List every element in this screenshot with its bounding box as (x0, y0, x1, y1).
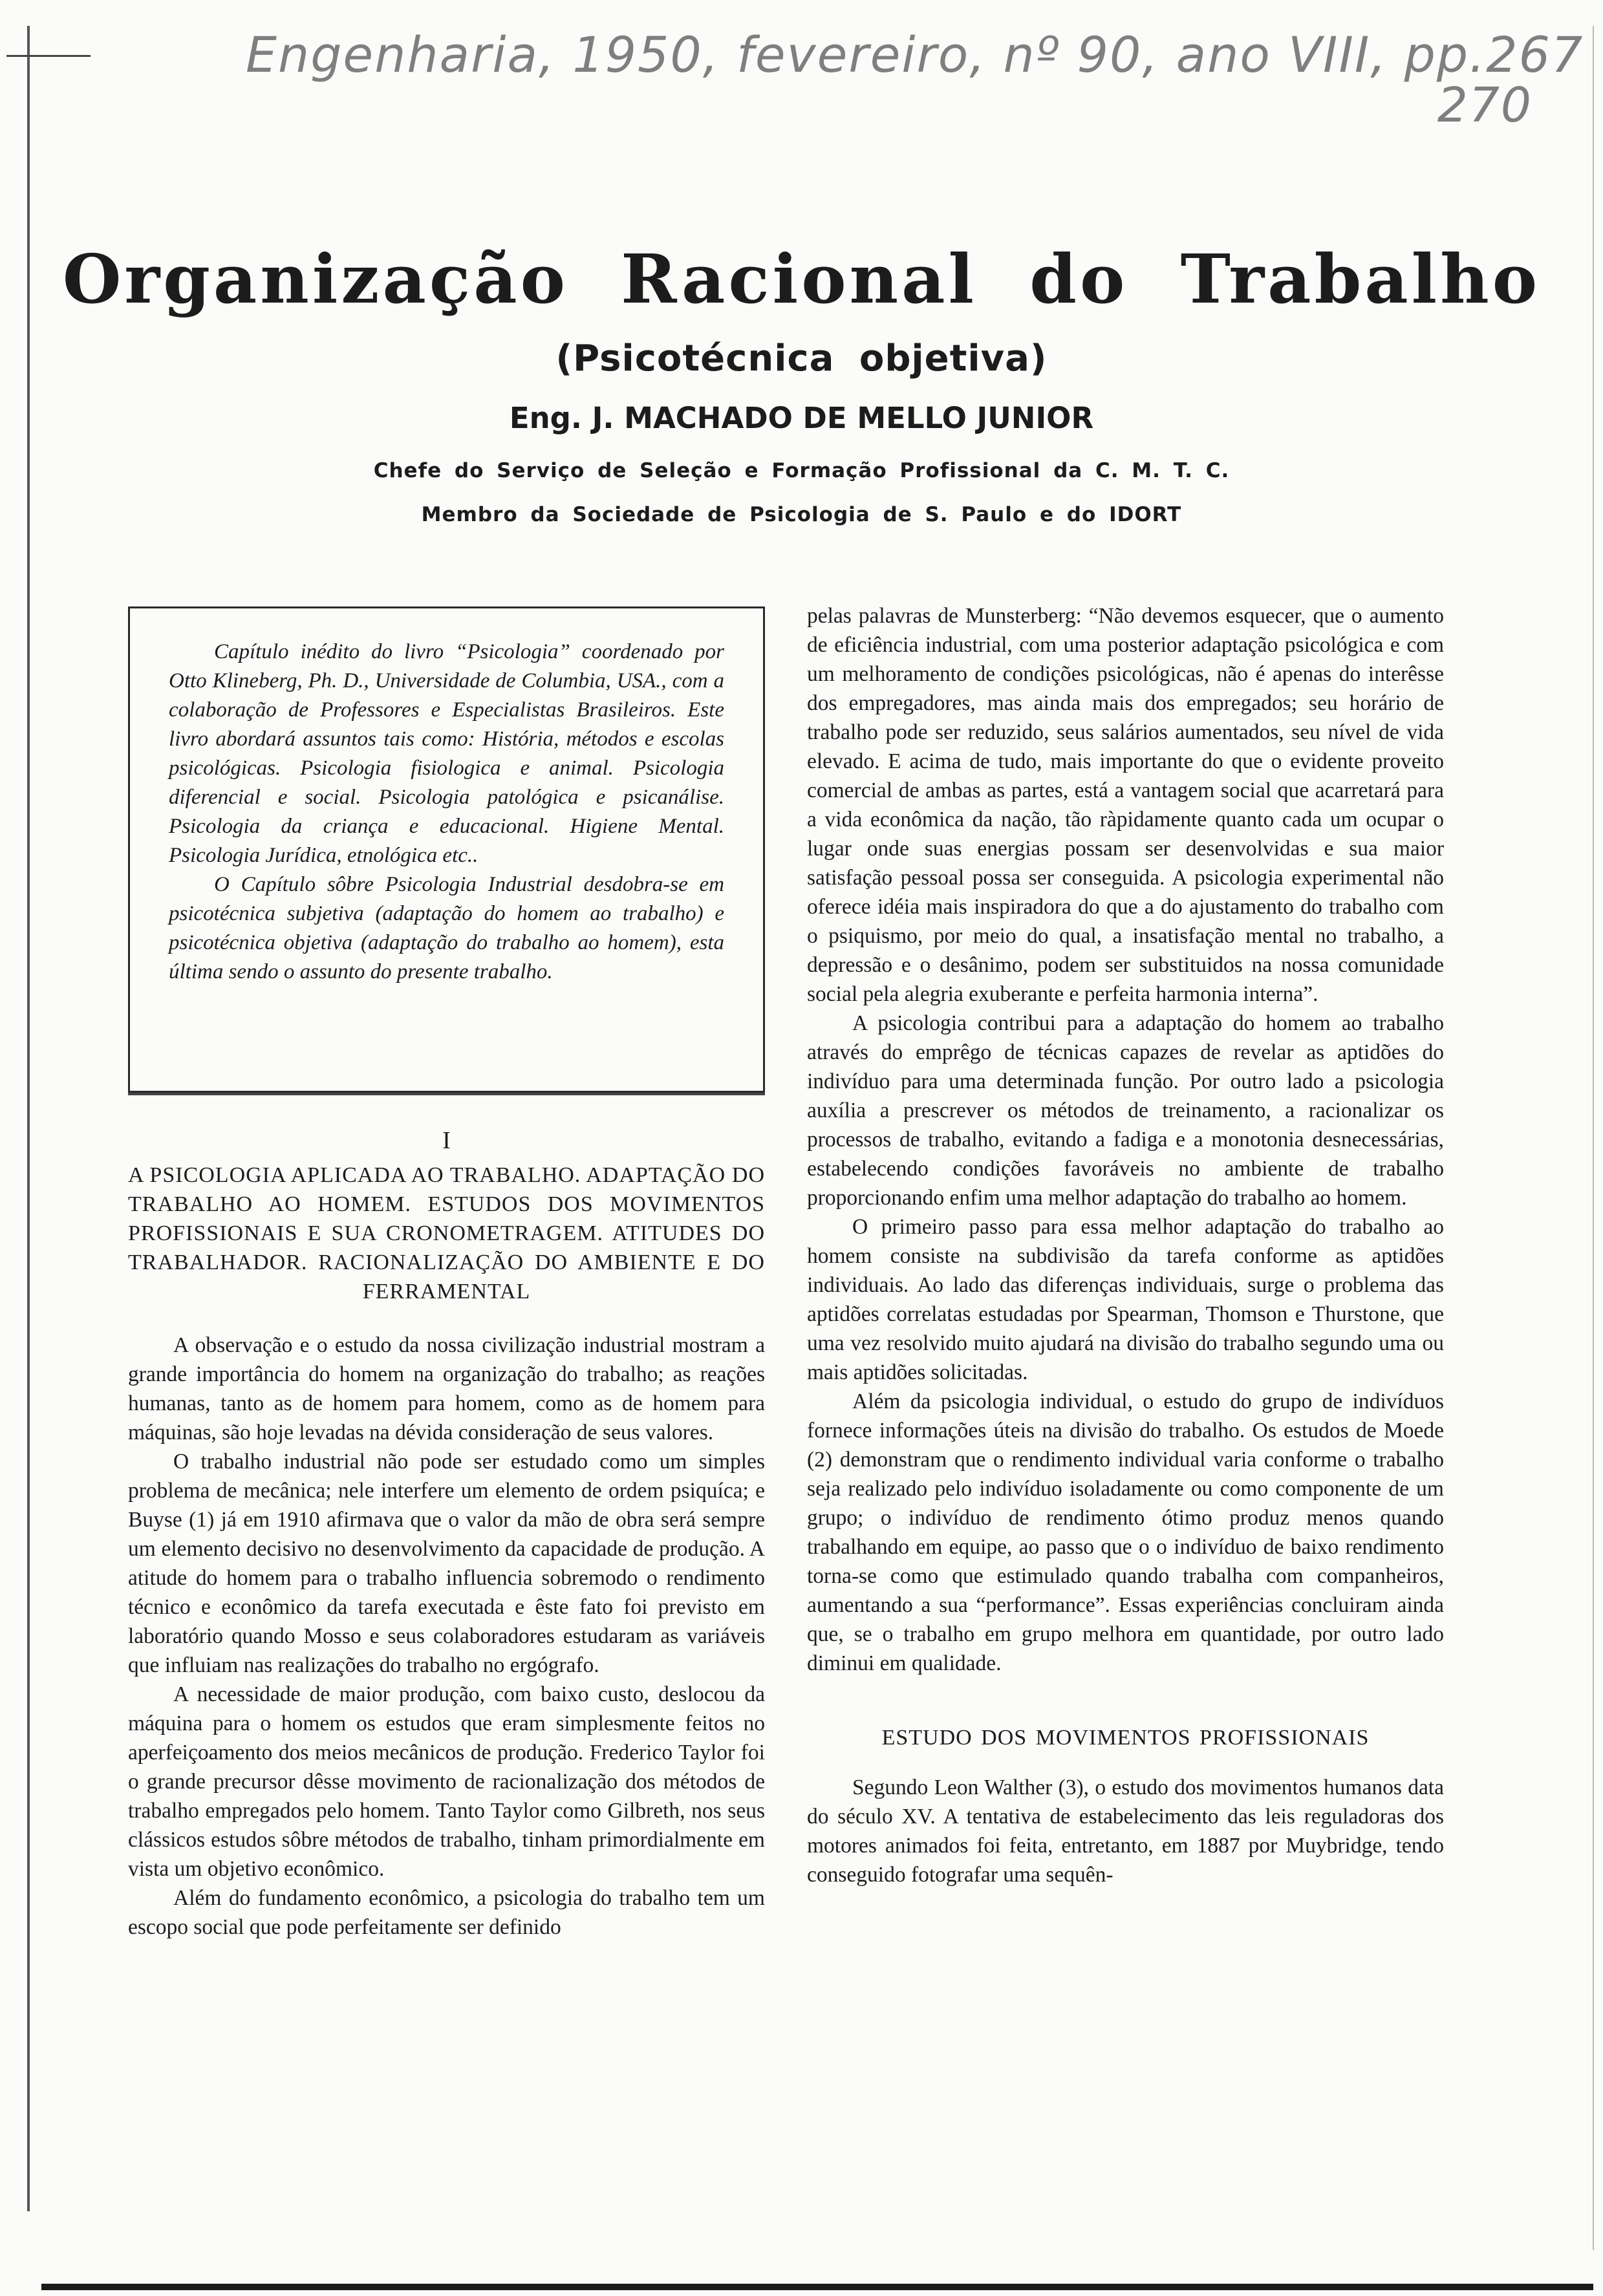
subsection-heading: ESTUDO DOS MOVIMENTOS PROFISSIONAIS (881, 1726, 1370, 1750)
body-paragraph: Segundo Leon Walther (3), o estudo dos movimentos humanos data do século XV. A tentativa de estabelecimento das leis reguladoras dos motores animados foi feita, entretanto, em 1887 por Muybridge, tendo conseguido fotografar uma sequên- (807, 1776, 1444, 1887)
article-subtitle: (Psicotécnica objetiva) (555, 338, 1048, 380)
article-author: Eng. J. MACHADO DE MELLO JUNIOR (509, 401, 1094, 435)
author-affiliation-1: Chefe do Serviço de Seleção e Formação Profissional da C. M. T. C. (373, 459, 1230, 482)
body-paragraph: A psicologia contribui para a adaptação do homem ao trabalho através do emprêgo de técnicas capazes de revelar as aptidões do indivíduo para uma determinada função. Por outro lado a psicologia auxília a prescrever os métodos de treinamento, a racionalizar os processos de trabalho, evitando a fadiga e a monotonia desnecessárias, estabelecendo condições favoráveis no ambiente de trabalho proporcionando enfim uma melhor adaptação do trabalho ao homem. (807, 1011, 1444, 1210)
body-paragraph: O primeiro passo para essa melhor adaptação do trabalho ao homem consiste na subdivisão da tarefa conforme as aptidões individuais. Ao lado das diferenças individuais, surge o problema das aptidões correlatas estudadas por Spearman, Thomson e Thurstone, que uma vez resolvido muito ajudará na divisão do trabalho segundo uma ou mais aptidões solicitadas. (807, 1215, 1444, 1384)
article-title: Organização Racional do Trabalho (62, 239, 1541, 319)
handwritten-line-1: Engenharia, 1950, fevereiro, nº 90, ano VIII, pp.267 (246, 26, 1584, 83)
handwritten-citation (246, 13, 1584, 136)
abstract-paragraph-1: Capítulo inédito do livro “Psicologia” coordenado por Otto Klineberg, Ph. D., Universidade de Columbia, USA., com a colaboração de Professores e Especialistas Brasileiros. Este livro abordará assuntos tais como: História, métodos e escolas psicológicas. Psicologia fisiologica e animal. Psicologia diferencial e social. Psicologia patológica e psicanálise. Psicologia da criança e educacional. Higiene Mental. Psicologia Jurídica, etnológica etc.. (169, 640, 724, 867)
body-paragraph: Além da psicologia individual, o estudo do grupo de indivíduos fornece informações úteis na divisão do trabalho. Os estudos de Moede (2) demonstram que o rendimento individual varia conforme o trabalho seja realizado pelo indivíduo isoladamente ou como componente de um grupo; o indivíduo de rendimento ótimo produz menos quando trabalhando em equipe, ao passo que o o indivíduo de baixo rendimento torna-se como que estimulado quando trabalha com companheiros, aumentando a sua “performance”. Essas experiências concluiram ainda que, se o trabalho em grupo melhora em quantidade, por outro lado diminui em qualidade. (807, 1389, 1444, 1675)
body-paragraph: A observação e o estudo da nossa civilização industrial mostram a grande importância do homem na organização do trabalho; as reações humanas, tanto as de homem para homem, como as de homem para máquinas, são hoje levadas na dévida consideração de seus valores. (128, 1333, 765, 1444)
section-heading: A PSICOLOGIA APLICADA AO TRABALHO. ADAPTAÇÃO DO TRABALHO AO HOMEM. ESTUDOS DOS MOVIMENTOS PROFISSIONAIS E SUA CRONOMETRAGEM. ATITUDES DO TRABALHADOR. RACIONALIZAÇÃO DO AMBIENTE E DO FERRAMENTAL (128, 1163, 765, 1304)
left-column-body (128, 1331, 765, 1942)
abstract-paragraph-2: O Capítulo sôbre Psicologia Industrial desdobra-se em psicotécnica subjetiva (adaptação do homem ao trabalho) e psicotécnica objetiva (adaptação do trabalho ao homem), esta última sendo o assunto do presente trabalho. (169, 873, 724, 983)
body-paragraph: O trabalho industrial não pode ser estudado como um simples problema de mecânica; nele interfere um elemento de ordem psiquíca; e Buyse (1) já em 1910 afirmava que o valor da mão de obra será sempre um elemento decisivo no desenvolvimento da capacidade de produção. A atitude do homem para o trabalho influencia sobremodo o rendimento técnico e econômico da tarefa executada e êste fato foi previsto em laboratório quando Mosso e seus colaboradores estudaram as variáveis que influiam nas realizações do trabalho no ergógrafo. (128, 1450, 765, 1677)
left-margin-tick (6, 55, 91, 57)
abstract-box (128, 606, 765, 1093)
body-paragraph: A necessidade de maior produção, com baixo custo, deslocou da máquina para o homem os estudos que eram simplesmente feitos no aperfeiçoamento dos meios mecânicos de produção. Frederico Taylor foi o grande precursor dêsse movimento de racionalização dos métodos de trabalho empregados pelo homem. Tanto Taylor como Gilbreth, nos seus clássicos estudos sôbre métodos de trabalho, tinham primordialmente em vista um objetivo econômico. (128, 1682, 765, 1881)
right-column-body (807, 601, 1444, 1889)
section-number: I (442, 1127, 451, 1154)
handwritten-line-2: 270 (1437, 78, 1533, 133)
body-paragraph: pelas palavras de Munsterberg: “Não devemos esquecer, que o aumento de eficiência industrial, com uma posterior adaptação psicológica e com um melhoramento de condições psicológicas, não é apenas do interêsse dos empregadores, mas ainda mais dos empregados; seu horário de trabalho pode ser reduzido, seus salários aumentados, seu nível de vida elevado. E acima de tudo, mais importante do que o evidente proveito comercial de ambas as partes, está a vantagem social que acarretará para a vida econômica da nação, tão ràpidamente quanto cada um ocupar o lugar onde suas energias possam ser desenvolvidas e sua maior satisfação pessoal possa ser conseguida. A psicologia experimental não oferece idéia mais inspiradora do que a do ajustamento do trabalho com o psiquismo, por meio do qual, a insatisfação mental no trabalho, a depressão e o desânimo, podem ser substituidos na nossa comunidade social pela alegria exuberante e perfeita harmonia interna”. (807, 604, 1444, 1006)
body-paragraph: Além do fundamento econômico, a psicologia do trabalho tem um escopo social que pode perfeitamente ser definido (128, 1886, 765, 1939)
bottom-page-rule (41, 2284, 1593, 2290)
author-affiliation-2: Membro da Sociedade de Psicologia de S. Paulo e do IDORT (421, 503, 1182, 526)
